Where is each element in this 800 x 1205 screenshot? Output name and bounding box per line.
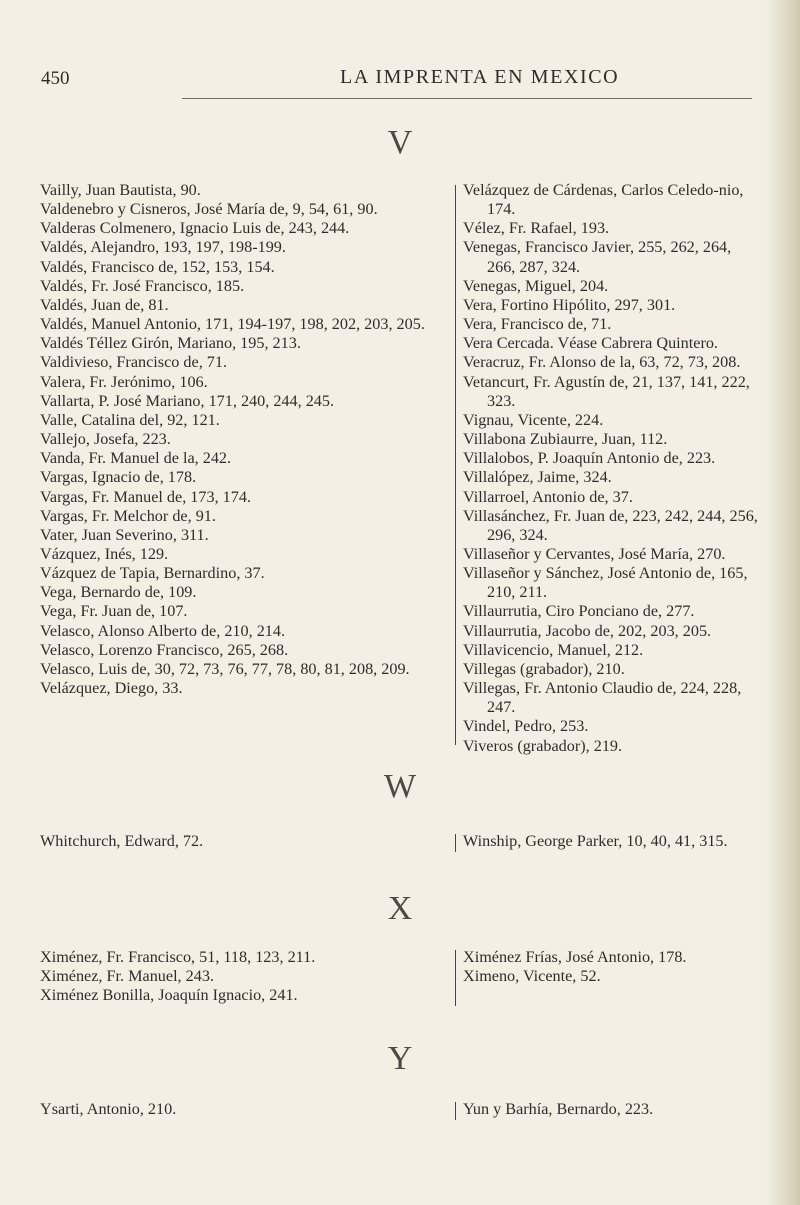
section-letter-y: Y — [387, 1040, 413, 1077]
index-entry: Venegas, Francisco Javier, 255, 262, 264, 266, 287, 324. — [463, 238, 732, 276]
index-entry: Ximénez Bonilla, Joaquín Ignacio, 241. — [40, 986, 298, 1005]
section-x-right-column — [463, 948, 763, 986]
index-entry: Vanda, Fr. Manuel de la, 242. — [40, 449, 232, 468]
index-entry: Valdés, Manuel Antonio, 171, 194-197, 198, 202, 203, 205. — [40, 315, 425, 334]
index-entry: Vega, Fr. Juan de, 107. — [40, 602, 188, 621]
index-entry: Winship, George Parker, 10, 40, 41, 315. — [463, 832, 728, 850]
index-entry: Vailly, Juan Bautista, 90. — [40, 181, 201, 199]
index-entry: Velázquez de Cárdenas, Carlos Celedo-nio, 174. — [463, 181, 744, 219]
index-entry: Whitchurch, Edward, 72. — [40, 832, 204, 850]
index-entry: Valdenebro y Cisneros, José María de, 9, 54, 61, 90. — [40, 200, 378, 219]
section-w-left-column — [40, 832, 450, 851]
index-entry: Vindel, Pedro, 253. — [463, 717, 589, 736]
index-entry: Villegas (grabador), 210. — [463, 659, 625, 678]
index-entry: Velasco, Luis de, 30, 72, 73, 76, 77, 78, 80, 81, 208, 209. — [40, 659, 410, 678]
index-entry: Ximénez, Fr. Manuel, 243. — [40, 967, 214, 986]
index-entry: Ximeno, Vicente, 52. — [463, 967, 601, 986]
index-entry: Velasco, Lorenzo Francisco, 265, 268. — [40, 640, 289, 659]
index-entry: Yun y Barhía, Bernardo, 223. — [463, 1100, 654, 1118]
index-entry: Venegas, Miguel, 204. — [463, 276, 609, 295]
section-letter-x: X — [387, 890, 413, 927]
index-entry: Ysarti, Antonio, 210. — [40, 1100, 177, 1118]
running-head: LA IMPRENTA EN MEXICO — [340, 66, 620, 88]
index-entry: Ximénez Frías, José Antonio, 178. — [463, 948, 687, 966]
index-entry: Vater, Juan Severino, 311. — [40, 525, 209, 544]
section-x-left-column — [40, 948, 450, 1005]
section-y-right-column — [463, 1100, 763, 1119]
index-entry: Velasco, Alonso Alberto de, 210, 214. — [40, 621, 286, 640]
index-entry: Villegas, Fr. Antonio Claudio de, 224, 228, 247. — [463, 679, 742, 717]
index-entry: Villabona Zubiaurre, Juan, 112. — [463, 430, 668, 449]
section-y-left-column — [40, 1100, 450, 1119]
index-entry: Valdés, Alejandro, 193, 197, 198-199. — [40, 238, 286, 257]
index-entry: Valdivieso, Francisco de, 71. — [40, 353, 228, 372]
index-entry: Velázquez, Diego, 33. — [40, 679, 183, 698]
index-entry: Villaurrutia, Jacobo de, 202, 203, 205. — [463, 621, 712, 640]
page-number: 450 — [41, 68, 70, 89]
section-letter-v: V — [387, 124, 413, 161]
index-entry: Vallarta, P. José Mariano, 171, 240, 244, 245. — [40, 391, 335, 410]
index-entry: Villaseñor y Cervantes, José María, 270. — [463, 544, 726, 563]
index-entry: Valle, Catalina del, 92, 121. — [40, 410, 220, 429]
index-entry: Villaurrutia, Ciro Ponciano de, 277. — [463, 602, 695, 621]
index-entry: Vázquez, Inés, 129. — [40, 544, 169, 563]
index-entry: Vargas, Ignacio de, 178. — [40, 468, 197, 487]
index-entry: Vera Cercada. Véase Cabrera Quintero. — [463, 334, 718, 353]
index-entry: Valera, Fr. Jerónimo, 106. — [40, 372, 208, 391]
index-entry: Villasánchez, Fr. Juan de, 223, 242, 244, 256, 296, 324. — [463, 506, 758, 544]
index-entry: Villalobos, P. Joaquín Antonio de, 223. — [463, 449, 716, 468]
index-entry: Vélez, Fr. Rafael, 193. — [463, 219, 610, 238]
index-entry: Villalópez, Jaime, 324. — [463, 468, 612, 487]
index-entry: Villaseñor y Sánchez, José Antonio de, 165, 210, 211. — [463, 564, 748, 602]
index-entry: Vera, Francisco de, 71. — [463, 315, 612, 334]
index-entry: Vargas, Fr. Melchor de, 91. — [40, 506, 216, 525]
index-entry: Valdés, Juan de, 81. — [40, 295, 169, 314]
section-letter-w: W — [383, 768, 417, 805]
column-divider — [455, 1102, 456, 1120]
index-entry: Vignau, Vicente, 224. — [463, 410, 604, 429]
column-divider — [455, 834, 456, 852]
index-entry: Valdés Téllez Girón, Mariano, 195, 213. — [40, 334, 301, 353]
column-divider — [455, 950, 456, 1006]
header-rule — [182, 98, 752, 99]
index-entry: Vázquez de Tapia, Bernardino, 37. — [40, 564, 265, 583]
index-entry: Vallejo, Josefa, 223. — [40, 430, 171, 449]
section-v-right-column — [463, 181, 763, 756]
index-entry: Veracruz, Fr. Alonso de la, 63, 72, 73, 208. — [463, 353, 741, 372]
index-entry: Valdés, Fr. José Francisco, 185. — [40, 276, 245, 295]
section-v-left-column — [40, 181, 450, 698]
column-divider — [455, 185, 456, 745]
index-entry: Vetancurt, Fr. Agustín de, 21, 137, 141, 222, 323. — [463, 372, 750, 410]
index-entry: Valdés, Francisco de, 152, 153, 154. — [40, 257, 275, 276]
index-entry: Vega, Bernardo de, 109. — [40, 583, 197, 602]
index-entry: Valderas Colmenero, Ignacio Luis de, 243, 244. — [40, 219, 350, 238]
page-edge-stain — [766, 0, 800, 1205]
section-w-right-column — [463, 832, 793, 851]
index-entry: Viveros (grabador), 219. — [463, 736, 623, 755]
index-entry: Vera, Fortino Hipólito, 297, 301. — [463, 295, 676, 314]
index-entry: Vargas, Fr. Manuel de, 173, 174. — [40, 487, 252, 506]
index-entry: Villarroel, Antonio de, 37. — [463, 487, 633, 506]
index-entry: Villavicencio, Manuel, 212. — [463, 640, 644, 659]
index-entry: Ximénez, Fr. Francisco, 51, 118, 123, 211. — [40, 948, 316, 966]
